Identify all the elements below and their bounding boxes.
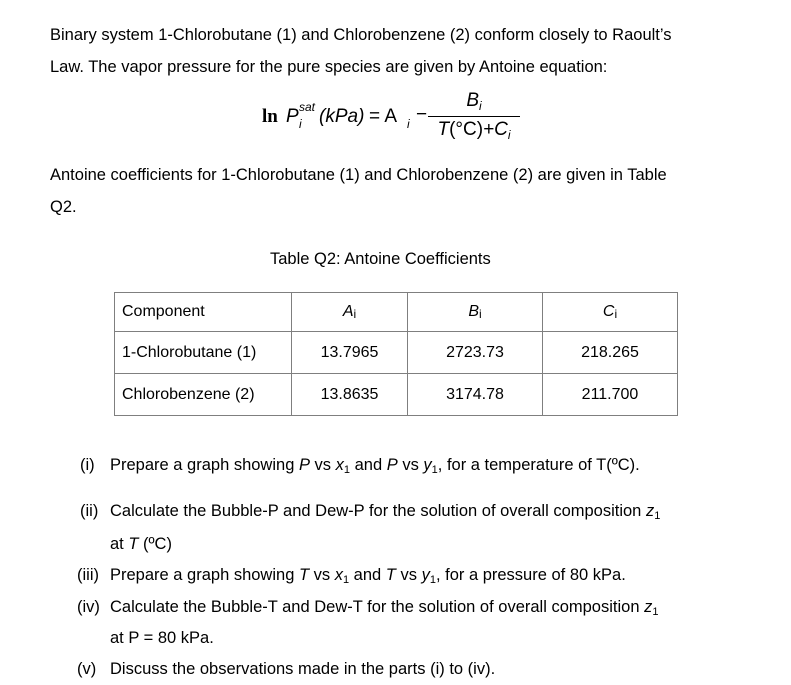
cell-component: 1-Chlorobutane (1) xyxy=(115,332,292,374)
antoine-coefficients-table xyxy=(114,292,678,416)
intro2-line-1: Antoine coefficients for 1-Chlorobutane (1) and Chlorobenzene (2) are given in Table xyxy=(50,166,667,184)
equation-equals-a: = A xyxy=(369,106,397,127)
equation-b: B xyxy=(466,90,479,111)
cell-c: 211.700 xyxy=(543,374,678,416)
equation-i-sub: i xyxy=(299,117,302,131)
table-row xyxy=(115,332,678,374)
cell-b: 2723.73 xyxy=(408,332,543,374)
intro2-line-2: Q2. xyxy=(50,198,77,216)
header-c: Ci xyxy=(543,293,678,332)
question-text: Calculate the Bubble-T and Dew-T for the solution of overall composition $z_1$ xyxy=(110,598,659,618)
cell-a: 13.8635 xyxy=(292,374,408,416)
equation-degc: (°C) xyxy=(449,119,484,140)
equation-p: P xyxy=(286,106,299,127)
equation-t: T xyxy=(437,119,450,140)
equation-plus-c: +C xyxy=(483,119,508,140)
question-number: (ii) xyxy=(80,502,99,520)
cell-c: 218.265 xyxy=(543,332,678,374)
header-a: Ai xyxy=(292,293,408,332)
question-text: Prepare a graph showing T vs $x_1$ and T vs $y_1$, for a pressure of 80 kPa. xyxy=(110,566,626,586)
equation-a-sub: i xyxy=(407,117,410,131)
question-number: (iv) xyxy=(77,598,100,616)
antoine-equation xyxy=(262,90,532,150)
header-b: Bi xyxy=(408,293,543,332)
equation-unit: (kPa) xyxy=(319,106,365,127)
equation-sat: sat xyxy=(299,100,316,114)
table-header-row xyxy=(115,293,678,332)
equation-ln: ln xyxy=(262,106,278,127)
question-text-continued: at T (ºC) xyxy=(110,535,172,553)
cell-component: Chlorobenzene (2) xyxy=(115,374,292,416)
equation-b-sub: i xyxy=(479,99,482,113)
question-text: Discuss the observations made in the parts (i) to (iv). xyxy=(110,660,496,678)
question-number: (v) xyxy=(77,660,97,678)
question-number: (i) xyxy=(80,456,95,474)
header-component: Component xyxy=(115,293,292,332)
intro-line-1: Binary system 1-Chlorobutane (1) and Chlorobenzene (2) conform closely to Raoult’s xyxy=(50,26,672,44)
question-text-continued: at P = 80 kPa. xyxy=(110,629,214,647)
equation-fraction xyxy=(428,90,520,150)
table-row xyxy=(115,374,678,416)
question-text: Prepare a graph showing P vs $x_1$ and P vs $y_1$, for a temperature of T(ºC). xyxy=(110,456,640,476)
question-text: Calculate the Bubble-P and Dew-P for the solution of overall composition $z_1$ xyxy=(110,502,661,522)
equation-minus: − xyxy=(416,104,428,125)
cell-a: 13.7965 xyxy=(292,332,408,374)
fraction-bar xyxy=(428,116,520,117)
table-caption: Table Q2: Antoine Coefficients xyxy=(270,250,491,268)
cell-b: 3174.78 xyxy=(408,374,543,416)
intro-line-2: Law. The vapor pressure for the pure species are given by Antoine equation: xyxy=(50,58,608,76)
equation-c-sub: i xyxy=(507,128,511,142)
question-number: (iii) xyxy=(77,566,99,584)
